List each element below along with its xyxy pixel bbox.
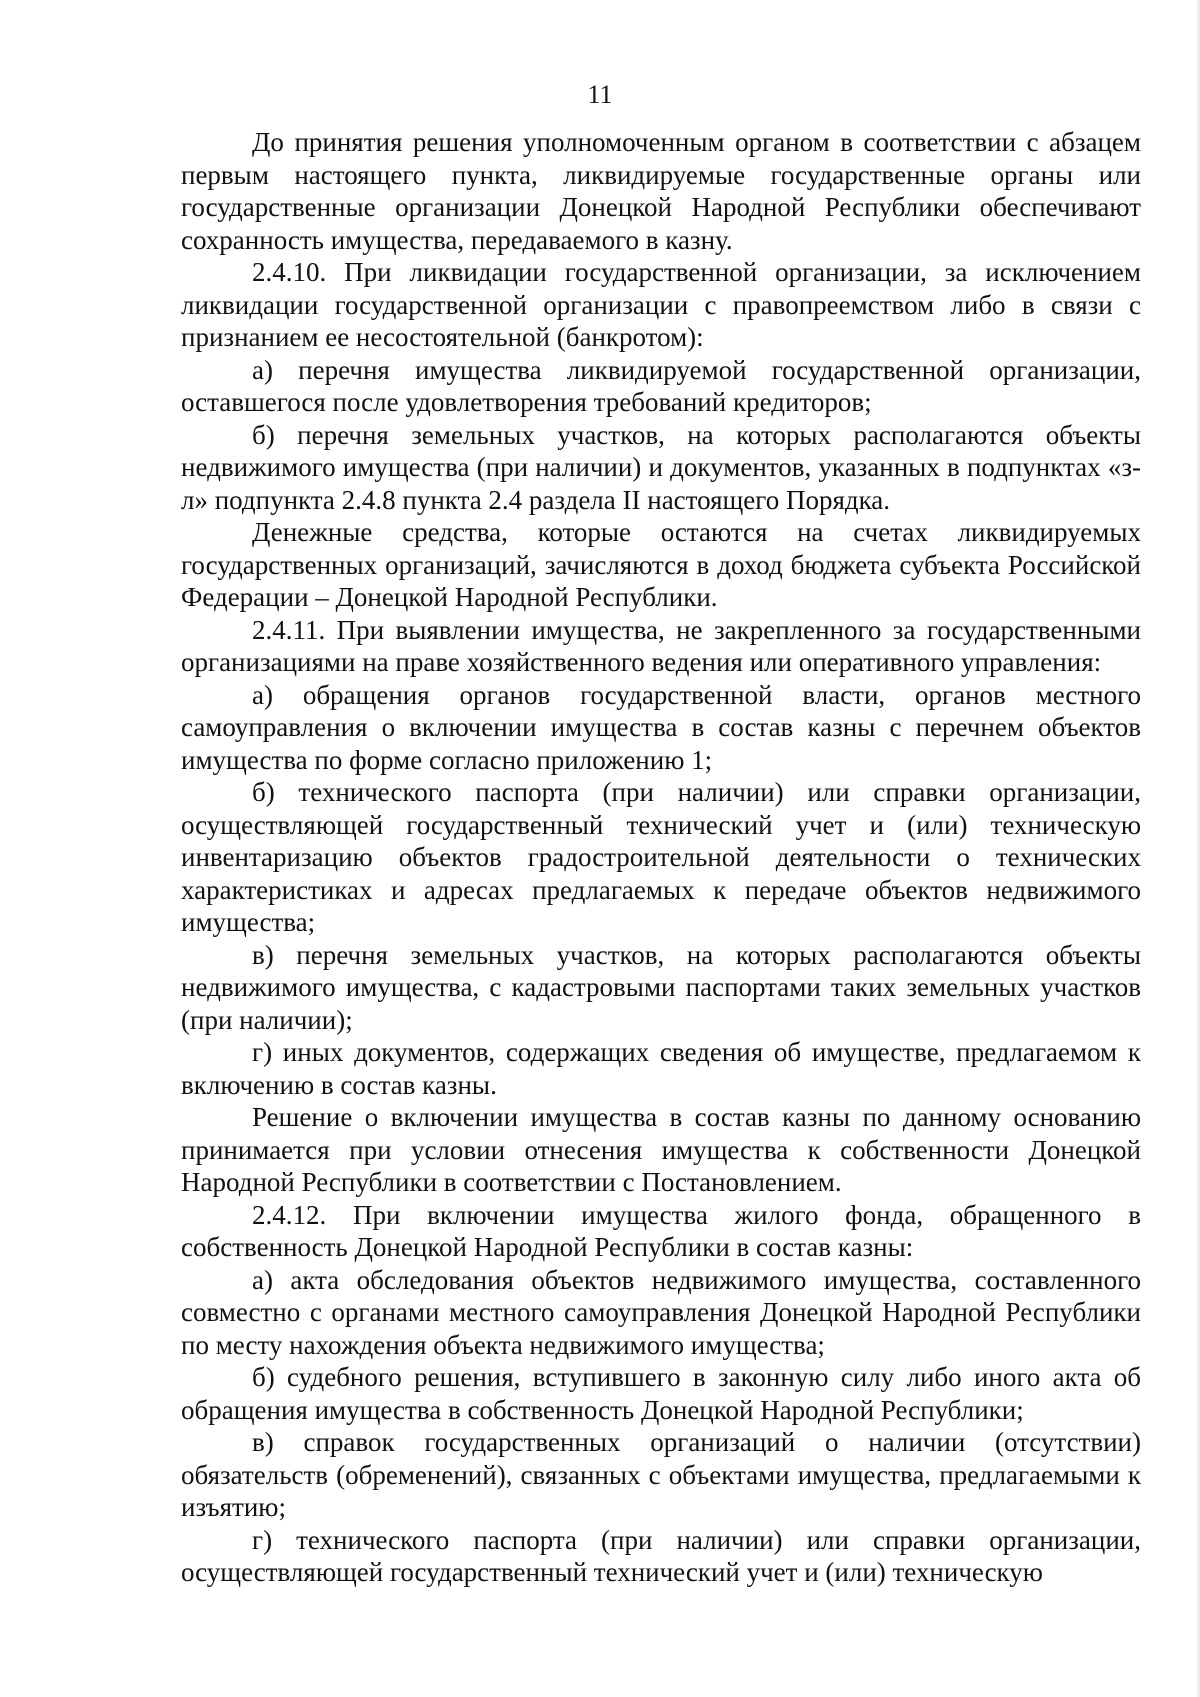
paragraph-clause-2-4-10: 2.4.10. При ликвидации государственной организации, за исключением ликвидации государственной организации с правопреемством либо в связи с признанием ее несостоятельной (банкротом): (181, 257, 1141, 352)
paragraph-clause-2-4-11: 2.4.11. При выявлении имущества, не закрепленного за государственными организациями на праве хозяйственного ведения или оперативного управления: (181, 614, 1141, 677)
paragraph-funds-to-budget: Денежные средства, которые остаются на счетах ликвидируемых государственных организаций, зачисляются в доход бюджета субъекта Российской Федерации – Донецкой Народной Республики. (181, 517, 1141, 612)
paragraph-item-b-land-plots: б) перечня земельных участков, на которых располагаются объекты недвижимого имущества (при наличии) и документов, указанных в подпунктах «з-л» подпункта 2.4.8 пункта 2.4 раздела II настоящего Порядка. (181, 419, 1141, 515)
paragraph-item-b-court-decision: б) судебного решения, вступившего в законную силу либо иного акта об обращения имущества в собственность Донецкой Народной Республики; (181, 1362, 1141, 1425)
document-body (181, 126, 1141, 1589)
paragraph-clause-2-4-12: 2.4.12. При включении имущества жилого фонда, обращенного в собственность Донецкой Народной Республики в состав казны: (181, 1199, 1141, 1262)
paragraph-custody-before-decision: До принятия решения уполномоченным органом в соответствии с абзацем первым настоящего пункта, ликвидируемые государственные органы или государственные организации Донецкой Народной Республики обеспечивают сохранность имущества, передаваемого в казну. (181, 127, 1141, 255)
page-number: 11 (587, 80, 613, 109)
paragraph-inclusion-decision: Решение о включении имущества в состав казны по данному основанию принимается при условии отнесения имущества к собственности Донецкой Народной Республики в соответствии с Постановлением. (181, 1102, 1141, 1197)
paragraph-item-b-technical-passport: б) технического паспорта (при наличии) или справки организации, осуществляющей государственный технический учет и (или) техническую инвентаризацию объектов градостроительной деятельности о технических характеристиках и адресах предлагаемых к передаче объектов недвижимого имущества; (181, 777, 1141, 937)
paragraph-item-v-land-plots: в) перечня земельных участков, на которых располагаются объекты недвижимого имущества, с кадастровыми паспортами таких земельных участков (при наличии); (181, 939, 1141, 1035)
paragraph-item-a-inspection-act: а) акта обследования объектов недвижимого имущества, составленного совместно с органами местного самоуправления Донецкой Народной Республики по месту нахождения объекта недвижимого имущества; (181, 1264, 1141, 1360)
paragraph-item-a-authority-requests: а) обращения органов государственной власти, органов местного самоуправления о включении имущества в состав казны с перечнем объектов имущества по форме согласно приложению 1; (181, 679, 1141, 775)
paragraph-item-g-other-documents: г) иных документов, содержащих сведения об имуществе, предлагаемом к включению в состав казны. (181, 1037, 1141, 1100)
paragraph-item-a-property-list: а) перечня имущества ликвидируемой государственной организации, оставшегося после удовлетворения требований кредиторов; (181, 354, 1141, 417)
paragraph-item-v-certificates: в) справок государственных организаций о наличии (отсутствии) обязательств (обременений), связанных с объектами имущества, предлагаемыми к изъятию; (181, 1427, 1141, 1522)
paragraph-item-g-technical-passport: г) технического паспорта (при наличии) или справки организации, осуществляющей государственный технический учет и (или) техническую (181, 1524, 1141, 1587)
